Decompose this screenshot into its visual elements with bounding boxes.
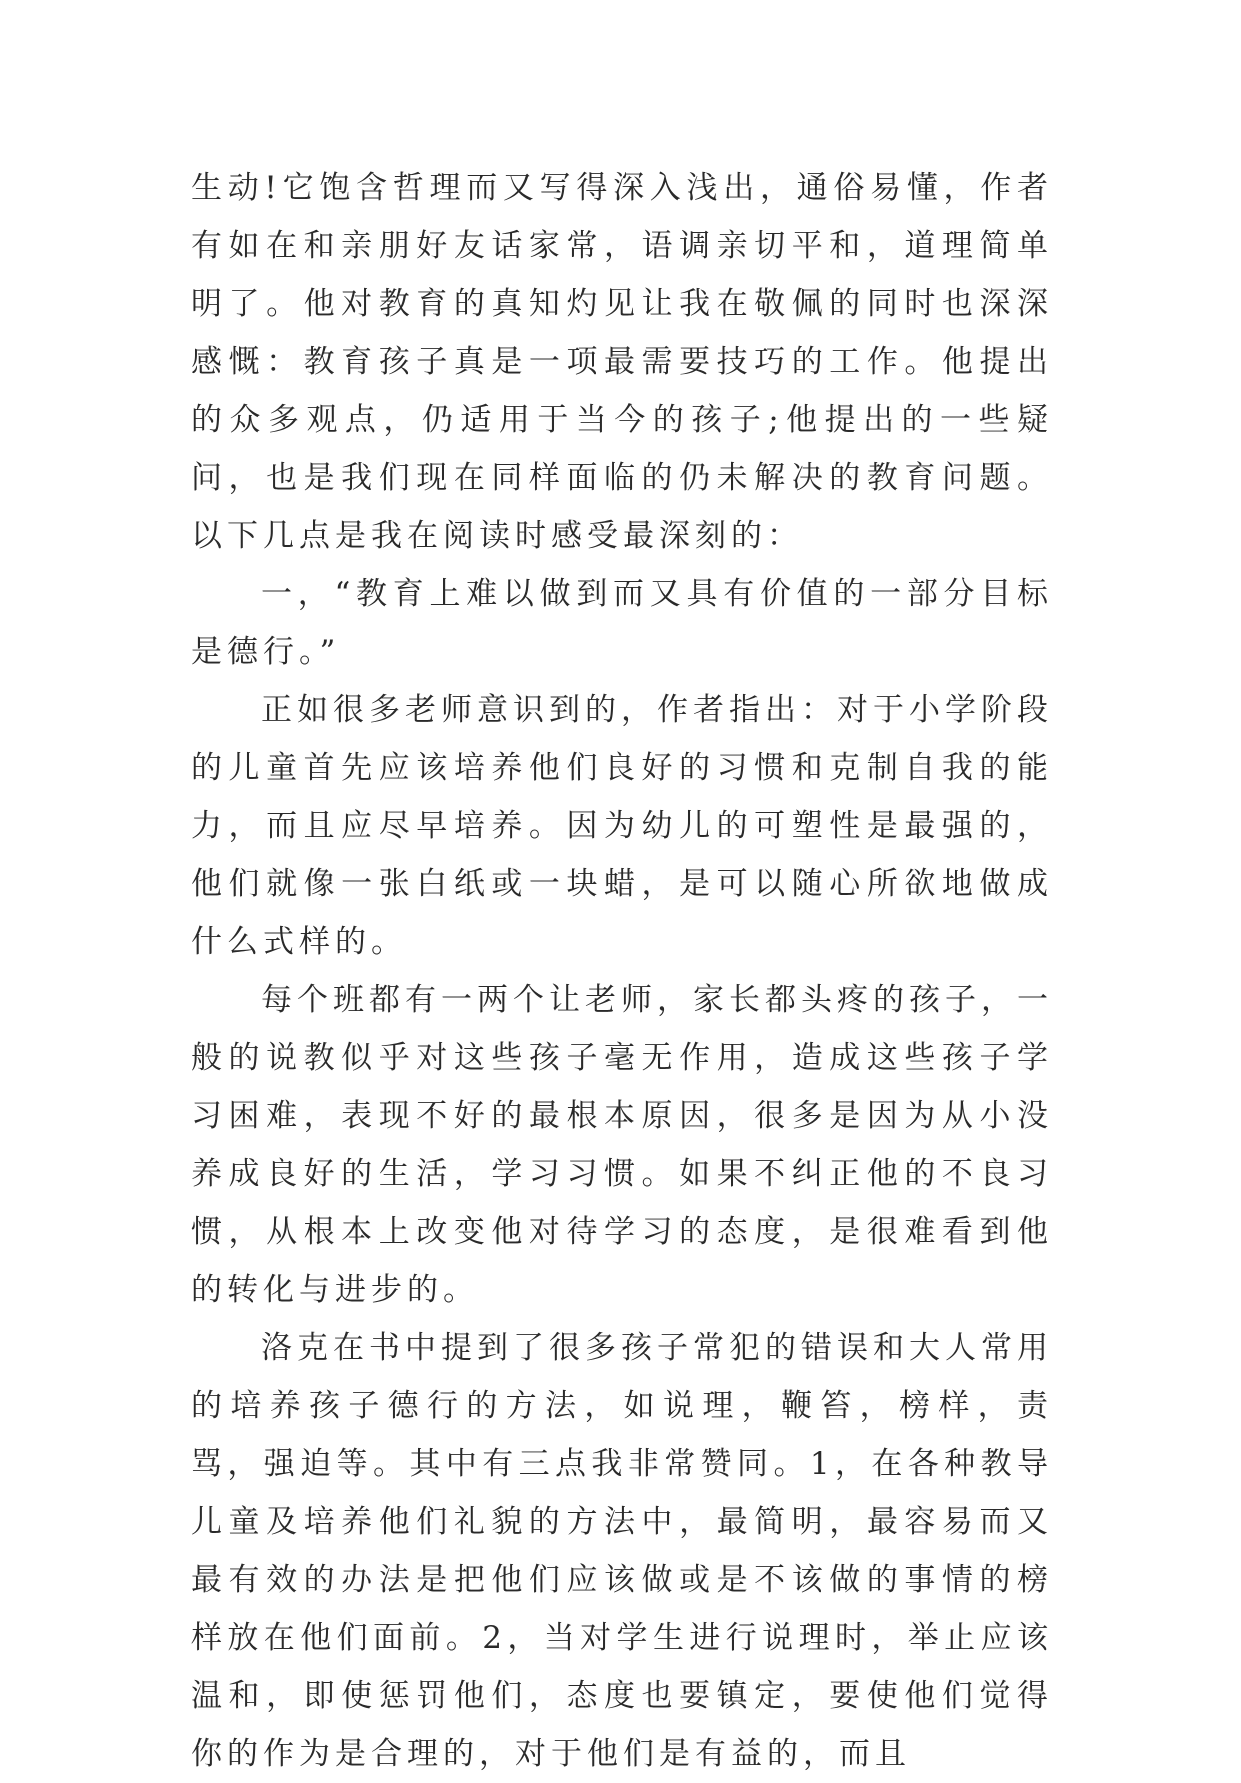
paragraph-habits: 正如很多老师意识到的，作者指出：对于小学阶段的儿童首先应该培养他们良好的习惯和克制自我的能力，而且应尽早培养。因为幼儿的可塑性是最强的，他们就像一张白纸或一块蜡，是可以随心所欲地做成什么式样的。 (191, 692, 1053, 960)
paragraph-intro: 生动!它饱含哲理而又写得深入浅出，通俗易懂，作者有如在和亲朋好友话家常，语调亲切平和，道理简单明了。他对教育的真知灼见让我在敬佩的同时也深深感慨：教育孩子真是一项最需要技巧的工作。他提出的众多观点，仍适用于当今的孩子;他提出的一些疑问，也是我们现在同样面临的仍未解决的教育问题。以下几点是我在阅读时感受最深刻的： (191, 170, 1053, 554)
paragraph-locke-methods: 洛克在书中提到了很多孩子常犯的错误和大人常用的培养孩子德行的方法，如说理，鞭笞，榜样，责骂，强迫等。其中有三点我非常赞同。1，在各种教导儿童及培养他们礼貌的方法中，最简明，最容易而又最有效的办法是把他们应该做或是不该做的事情的榜样放在他们面前。2，当对学生进行说理时，举止应该温和，即使惩罚他们，态度也要镇定，要使他们觉得你的作为是合理的，对于他们是有益的，而且 (191, 1330, 1053, 1772)
paragraph-point-one-heading: 一，“教育上难以做到而又具有价值的一部分目标是德行。” (191, 576, 1053, 670)
paragraph-difficult-children: 每个班都有一两个让老师，家长都头疼的孩子，一般的说教似乎对这些孩子毫无作用，造成这些孩子学习困难，表现不好的最根本原因，很多是因为从小没养成良好的生活，学习习惯。如果不纠正他的不良习惯，从根本上改变他对待学习的态度，是很难看到他的转化与进步的。 (191, 982, 1053, 1308)
document-page (191, 159, 1053, 1783)
